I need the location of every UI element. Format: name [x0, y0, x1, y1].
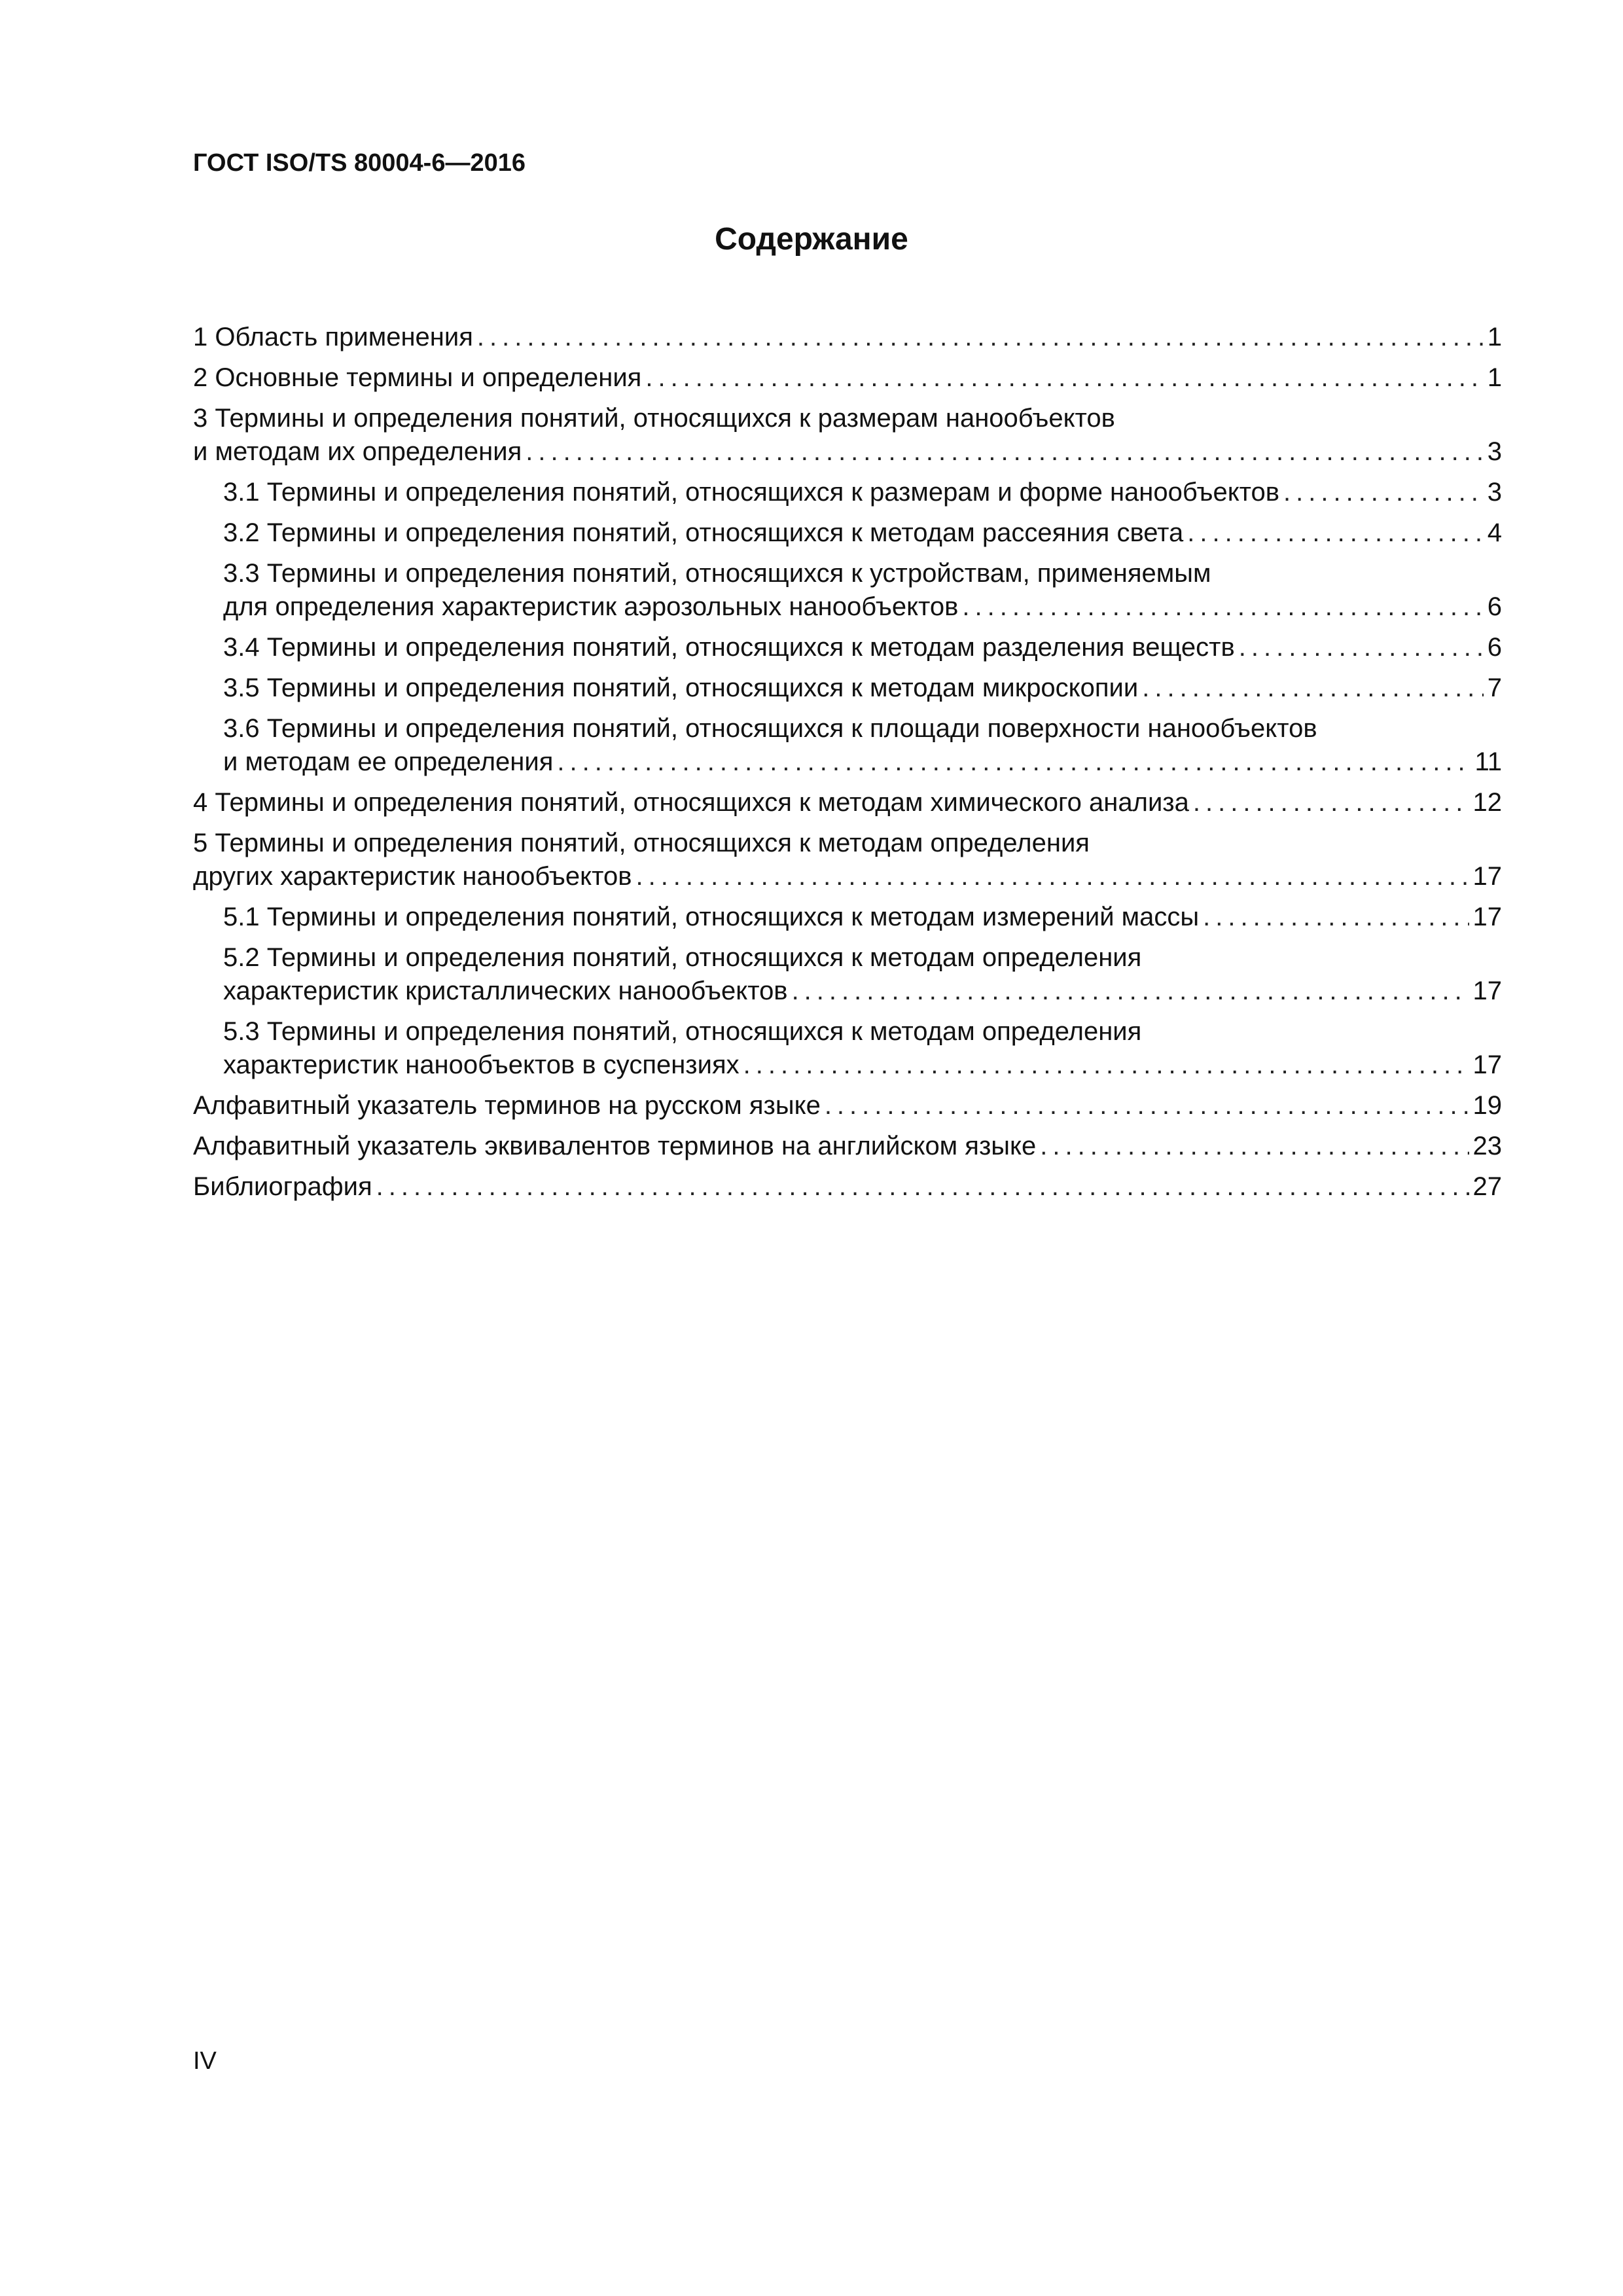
- toc-entry-line: [223, 975, 1502, 1008]
- toc-entry-line: [193, 1089, 1502, 1122]
- toc-entry[interactable]: [193, 941, 1502, 1008]
- toc-leader-dots: [526, 435, 1484, 469]
- toc-leader-dots: [1187, 516, 1483, 550]
- toc-entry[interactable]: [193, 1170, 1502, 1204]
- toc-entry-label: и методам ее определения: [223, 747, 554, 776]
- toc-entry-page: 3: [1487, 437, 1502, 466]
- toc-leader-dots: [1193, 786, 1469, 819]
- toc-leader-dots: [557, 745, 1471, 779]
- toc-entry-label: 3.3 Термины и определения понятий, относящихся к устройствам, применяемым: [223, 559, 1211, 588]
- toc-leader-dots: [1203, 901, 1469, 934]
- toc-entry-line: [223, 712, 1502, 745]
- toc-entry-line: [193, 361, 1502, 395]
- toc-entry[interactable]: [193, 516, 1502, 550]
- toc-entry-line: [193, 786, 1502, 819]
- toc-leader-dots: [1142, 672, 1484, 705]
- toc-entry-label: 5.2 Термины и определения понятий, относящихся к методам определения: [223, 943, 1142, 972]
- toc-entry-line: [223, 516, 1502, 550]
- toc-entry[interactable]: [193, 1015, 1502, 1082]
- toc-entry[interactable]: [193, 712, 1502, 779]
- toc-leader-dots: [1040, 1130, 1469, 1163]
- toc-entry-line: [193, 435, 1502, 469]
- toc-leader-dots: [477, 321, 1484, 354]
- toc-entry-label: 3.1 Термины и определения понятий, относящихся к размерам и форме нанообъектов: [223, 478, 1280, 507]
- toc-entry-page: 7: [1487, 673, 1502, 702]
- toc-entry-line: [193, 321, 1502, 354]
- toc-entry-label: 2 Основные термины и определения: [193, 363, 642, 392]
- toc-entry[interactable]: [193, 1089, 1502, 1122]
- toc-entry[interactable]: [193, 557, 1502, 624]
- toc-entry-page: 17: [1472, 977, 1502, 1005]
- toc-entry-line: [223, 557, 1502, 590]
- toc-entry-page: 17: [1472, 862, 1502, 891]
- page-number: IV: [193, 2047, 217, 2075]
- toc-entry-line: [223, 590, 1502, 624]
- toc-entry-page: 12: [1472, 788, 1502, 817]
- toc-leader-dots: [1283, 476, 1484, 509]
- toc-leader-dots: [645, 361, 1483, 395]
- toc-entry-label: 3 Термины и определения понятий, относящихся к размерам нанообъектов: [193, 404, 1115, 433]
- toc-entry-line: [193, 827, 1502, 860]
- toc-entry-page: 4: [1487, 518, 1502, 547]
- document-header: ГОСТ ISO/TS 80004-6—2016: [193, 149, 526, 177]
- toc-entry-label: 3.5 Термины и определения понятий, относящихся к методам микроскопии: [223, 673, 1139, 702]
- toc-entry-line: [223, 476, 1502, 509]
- toc-leader-dots: [1239, 631, 1484, 664]
- toc-entry-label: 5.3 Термины и определения понятий, относящихся к методам определения: [223, 1017, 1142, 1046]
- toc-entry-page: 11: [1474, 747, 1502, 776]
- toc-entry[interactable]: [193, 827, 1502, 893]
- toc-entry-label: и методам их определения: [193, 437, 522, 466]
- toc-entry[interactable]: [193, 361, 1502, 395]
- toc-entry-label: других характеристик нанообъектов: [193, 862, 632, 891]
- toc-entry-page: 6: [1487, 633, 1502, 662]
- page-title: Содержание: [715, 222, 908, 257]
- toc-entry-line: [193, 402, 1502, 435]
- toc-entry-page: 17: [1472, 1050, 1502, 1079]
- toc-entry-page: 1: [1487, 363, 1502, 392]
- toc-entry[interactable]: [193, 786, 1502, 819]
- toc-entry-label: 5 Термины и определения понятий, относящихся к методам определения: [193, 829, 1090, 857]
- toc-entry-label: характеристик нанообъектов в суспензиях: [223, 1050, 740, 1079]
- toc-entry[interactable]: [193, 476, 1502, 509]
- toc-leader-dots: [376, 1170, 1469, 1204]
- table-of-contents: [193, 321, 1502, 1211]
- toc-entry-line: [223, 1015, 1502, 1049]
- toc-entry-line: [223, 631, 1502, 664]
- toc-entry-page: 27: [1472, 1172, 1502, 1201]
- toc-entry-line: [193, 1130, 1502, 1163]
- toc-leader-dots: [743, 1049, 1469, 1082]
- toc-entry-page: 19: [1472, 1091, 1502, 1120]
- toc-leader-dots: [825, 1089, 1469, 1122]
- toc-entry[interactable]: [193, 901, 1502, 934]
- toc-entry-line: [223, 745, 1502, 779]
- toc-entry[interactable]: [193, 321, 1502, 354]
- toc-entry-label: 3.6 Термины и определения понятий, относящихся к площади поверхности нанообъектов: [223, 714, 1317, 743]
- toc-entry-label: Библиография: [193, 1172, 372, 1201]
- toc-entry-label: 3.2 Термины и определения понятий, относящихся к методам рассеяния света: [223, 518, 1184, 547]
- toc-entry-label: для определения характеристик аэрозольных нанообъектов: [223, 592, 959, 621]
- toc-entry-label: 5.1 Термины и определения понятий, относящихся к методам измерений массы: [223, 903, 1200, 931]
- toc-entry[interactable]: [193, 672, 1502, 705]
- toc-entry[interactable]: [193, 402, 1502, 469]
- toc-entry[interactable]: [193, 1130, 1502, 1163]
- toc-entry-line: [223, 672, 1502, 705]
- toc-leader-dots: [962, 590, 1483, 624]
- toc-entry-line: [223, 941, 1502, 975]
- toc-entry-page: 1: [1487, 323, 1502, 351]
- toc-entry-label: Алфавитный указатель эквивалентов терминов на английском языке: [193, 1132, 1037, 1160]
- toc-entry-line: [193, 1170, 1502, 1204]
- toc-leader-dots: [792, 975, 1469, 1008]
- toc-entry-label: Алфавитный указатель терминов на русском языке: [193, 1091, 821, 1120]
- toc-entry-page: 23: [1472, 1132, 1502, 1160]
- toc-entry-label: характеристик кристаллических нанообъектов: [223, 977, 788, 1005]
- toc-entry-label: 4 Термины и определения понятий, относящихся к методам химического анализа: [193, 788, 1189, 817]
- toc-leader-dots: [635, 860, 1469, 893]
- toc-entry-line: [223, 901, 1502, 934]
- toc-entry-label: 3.4 Термины и определения понятий, относящихся к методам разделения веществ: [223, 633, 1235, 662]
- toc-entry-label: 1 Область применения: [193, 323, 473, 351]
- toc-entry-page: 3: [1487, 478, 1502, 507]
- toc-entry-page: 6: [1487, 592, 1502, 621]
- toc-entry-line: [193, 860, 1502, 893]
- toc-entry[interactable]: [193, 631, 1502, 664]
- toc-entry-line: [223, 1049, 1502, 1082]
- toc-entry-page: 17: [1472, 903, 1502, 931]
